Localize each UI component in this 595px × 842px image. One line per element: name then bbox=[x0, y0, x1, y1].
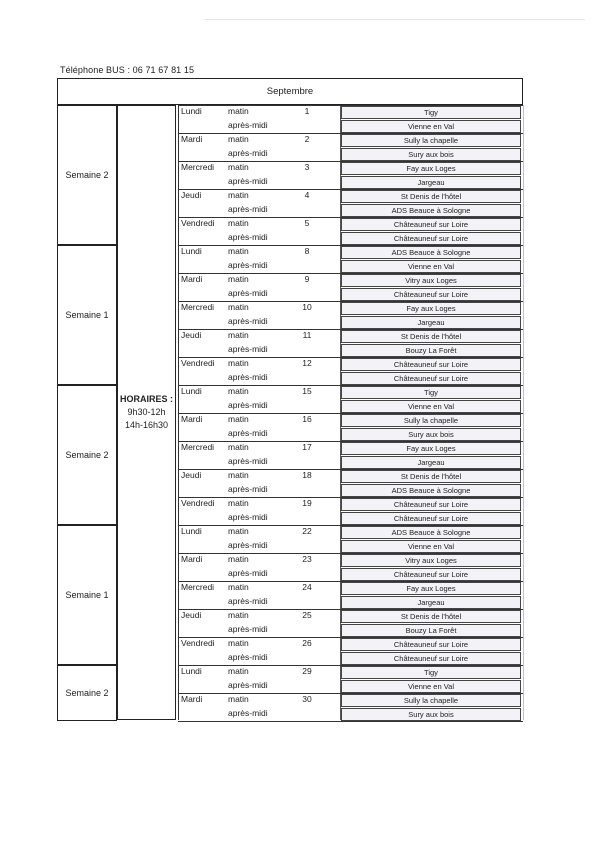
day-name: Mercredi bbox=[181, 302, 215, 312]
day-name: Mardi bbox=[181, 134, 203, 144]
slot-morning: matin bbox=[228, 526, 249, 536]
slot-morning: matin bbox=[228, 470, 249, 480]
day-name: Vendredi bbox=[181, 358, 215, 368]
day-name: Lundi bbox=[181, 526, 202, 536]
day-number: 19 bbox=[302, 498, 312, 508]
day-number: 17 bbox=[302, 442, 312, 452]
slot-morning: matin bbox=[228, 358, 249, 368]
slot-afternoon: après-midi bbox=[228, 400, 268, 410]
week-label: Semaine 2 bbox=[57, 385, 117, 525]
place-afternoon: Vienne en Val bbox=[341, 680, 521, 693]
day-number: 11 bbox=[302, 330, 312, 340]
slot-afternoon: après-midi bbox=[228, 568, 268, 578]
place-afternoon: Jargeau bbox=[341, 596, 521, 609]
day-name: Vendredi bbox=[181, 638, 215, 648]
week-label: Semaine 1 bbox=[57, 525, 117, 665]
slot-afternoon: après-midi bbox=[228, 204, 268, 214]
slot-afternoon: après-midi bbox=[228, 512, 268, 522]
place-afternoon: Sury aux bois bbox=[341, 708, 521, 721]
slot-morning: matin bbox=[228, 582, 249, 592]
place-morning: St Denis de l'hôtel bbox=[341, 190, 521, 203]
place-morning: Châteauneuf sur Loire bbox=[341, 358, 521, 371]
place-morning: Vitry aux Loges bbox=[341, 274, 521, 287]
place-morning: Fay aux Loges bbox=[341, 162, 521, 175]
slot-afternoon: après-midi bbox=[228, 428, 268, 438]
slot-morning: matin bbox=[228, 414, 249, 424]
place-morning: Tigy bbox=[341, 386, 521, 399]
top-rule bbox=[205, 19, 585, 20]
place-afternoon: ADS Beauce à Sologne bbox=[341, 484, 521, 497]
place-afternoon: Jargeau bbox=[341, 316, 521, 329]
day-number: 10 bbox=[302, 302, 312, 312]
place-afternoon: Sury aux bois bbox=[341, 148, 521, 161]
slot-afternoon: après-midi bbox=[228, 680, 268, 690]
place-afternoon: Bouzy La Forêt bbox=[341, 624, 521, 637]
day-name: Mercredi bbox=[181, 442, 215, 452]
bus-phone-number: Téléphone BUS : 06 71 67 81 15 bbox=[60, 65, 195, 75]
table-bottom-border bbox=[178, 721, 523, 722]
day-number: 24 bbox=[302, 582, 312, 592]
day-name: Jeudi bbox=[181, 610, 202, 620]
day-number: 26 bbox=[302, 638, 312, 648]
slot-morning: matin bbox=[228, 554, 249, 564]
place-morning: St Denis de l'hôtel bbox=[341, 610, 521, 623]
day-number: 9 bbox=[304, 274, 310, 284]
place-afternoon: Châteauneuf sur Loire bbox=[341, 512, 521, 525]
place-morning: Fay aux Loges bbox=[341, 302, 521, 315]
day-number: 18 bbox=[302, 470, 312, 480]
slot-afternoon: après-midi bbox=[228, 596, 268, 606]
slot-morning: matin bbox=[228, 218, 249, 228]
day-name: Lundi bbox=[181, 666, 202, 676]
slot-morning: matin bbox=[228, 694, 249, 704]
day-number: 8 bbox=[304, 246, 310, 256]
slot-afternoon: après-midi bbox=[228, 624, 268, 634]
week-label: Semaine 2 bbox=[57, 105, 117, 245]
day-number: 12 bbox=[302, 358, 312, 368]
right-border bbox=[523, 105, 524, 720]
slot-morning: matin bbox=[228, 134, 249, 144]
slot-afternoon: après-midi bbox=[228, 148, 268, 158]
place-afternoon: Jargeau bbox=[341, 456, 521, 469]
slot-afternoon: après-midi bbox=[228, 316, 268, 326]
day-name: Jeudi bbox=[181, 330, 202, 340]
place-afternoon: ADS Beauce à Sologne bbox=[341, 204, 521, 217]
slot-afternoon: après-midi bbox=[228, 344, 268, 354]
day-name: Mercredi bbox=[181, 582, 215, 592]
hours-afternoon: 14h-16h30 bbox=[124, 420, 169, 430]
place-morning: Sully la chapelle bbox=[341, 694, 521, 707]
slot-afternoon: après-midi bbox=[228, 120, 268, 130]
place-morning: Vitry aux Loges bbox=[341, 554, 521, 567]
slot-afternoon: après-midi bbox=[228, 456, 268, 466]
place-morning: Fay aux Loges bbox=[341, 442, 521, 455]
place-afternoon: Châteauneuf sur Loire bbox=[341, 568, 521, 581]
day-number: 16 bbox=[302, 414, 312, 424]
slot-afternoon: après-midi bbox=[228, 484, 268, 494]
place-afternoon: Jargeau bbox=[341, 176, 521, 189]
place-morning: Châteauneuf sur Loire bbox=[341, 638, 521, 651]
slot-afternoon: après-midi bbox=[228, 372, 268, 382]
place-morning: Sully la chapelle bbox=[341, 134, 521, 147]
day-name: Mardi bbox=[181, 274, 203, 284]
day-number: 30 bbox=[302, 694, 312, 704]
slot-afternoon: après-midi bbox=[228, 540, 268, 550]
place-afternoon: Vienne en Val bbox=[341, 400, 521, 413]
day-number: 2 bbox=[304, 134, 310, 144]
slot-morning: matin bbox=[228, 162, 249, 172]
slot-afternoon: après-midi bbox=[228, 260, 268, 270]
place-afternoon: Sury aux bois bbox=[341, 428, 521, 441]
place-afternoon: Vienne en Val bbox=[341, 260, 521, 273]
day-number: 23 bbox=[302, 554, 312, 564]
place-afternoon: Châteauneuf sur Loire bbox=[341, 288, 521, 301]
day-name: Lundi bbox=[181, 246, 202, 256]
schedule-table bbox=[57, 78, 523, 720]
place-morning: Châteauneuf sur Loire bbox=[341, 218, 521, 231]
slot-morning: matin bbox=[228, 274, 249, 284]
day-number: 22 bbox=[302, 526, 312, 536]
day-name: Vendredi bbox=[181, 218, 215, 228]
day-number: 5 bbox=[304, 218, 310, 228]
slot-morning: matin bbox=[228, 190, 249, 200]
slot-morning: matin bbox=[228, 106, 249, 116]
day-number: 29 bbox=[302, 666, 312, 676]
week-label: Semaine 1 bbox=[57, 245, 117, 385]
place-morning: Châteauneuf sur Loire bbox=[341, 498, 521, 511]
slot-morning: matin bbox=[228, 638, 249, 648]
slot-morning: matin bbox=[228, 666, 249, 676]
day-name: Jeudi bbox=[181, 190, 202, 200]
day-name: Mardi bbox=[181, 414, 203, 424]
place-afternoon: Châteauneuf sur Loire bbox=[341, 372, 521, 385]
day-name: Vendredi bbox=[181, 498, 215, 508]
day-name: Mardi bbox=[181, 694, 203, 704]
slot-morning: matin bbox=[228, 386, 249, 396]
hours-cell bbox=[117, 105, 176, 720]
place-morning: Tigy bbox=[341, 666, 521, 679]
slot-afternoon: après-midi bbox=[228, 708, 268, 718]
slot-afternoon: après-midi bbox=[228, 652, 268, 662]
day-name: Lundi bbox=[181, 106, 202, 116]
slot-afternoon: après-midi bbox=[228, 176, 268, 186]
day-name: Mercredi bbox=[181, 162, 215, 172]
place-morning: St Denis de l'hôtel bbox=[341, 470, 521, 483]
day-number: 1 bbox=[304, 106, 310, 116]
slot-morning: matin bbox=[228, 330, 249, 340]
day-number: 3 bbox=[304, 162, 310, 172]
day-name: Mardi bbox=[181, 554, 203, 564]
day-number: 15 bbox=[302, 386, 312, 396]
slot-afternoon: après-midi bbox=[228, 232, 268, 242]
day-number: 4 bbox=[304, 190, 310, 200]
day-name: Lundi bbox=[181, 386, 202, 396]
slot-morning: matin bbox=[228, 610, 249, 620]
day-name: Jeudi bbox=[181, 470, 202, 480]
slot-morning: matin bbox=[228, 246, 249, 256]
place-afternoon: Vienne en Val bbox=[341, 540, 521, 553]
day-number: 25 bbox=[302, 610, 312, 620]
slot-afternoon: après-midi bbox=[228, 288, 268, 298]
slot-morning: matin bbox=[228, 498, 249, 508]
place-morning: Fay aux Loges bbox=[341, 582, 521, 595]
month-header: Septembre bbox=[57, 78, 523, 105]
place-morning: Tigy bbox=[341, 106, 521, 119]
slot-morning: matin bbox=[228, 302, 249, 312]
place-morning: ADS Beauce à Sologne bbox=[341, 526, 521, 539]
place-afternoon: Bouzy La Forêt bbox=[341, 344, 521, 357]
place-morning: ADS Beauce à Sologne bbox=[341, 246, 521, 259]
week-label: Semaine 2 bbox=[57, 665, 117, 721]
place-afternoon: Châteauneuf sur Loire bbox=[341, 652, 521, 665]
place-morning: Sully la chapelle bbox=[341, 414, 521, 427]
place-afternoon: Vienne en Val bbox=[341, 120, 521, 133]
hours-morning: 9h30-12h bbox=[127, 407, 166, 417]
place-morning: St Denis de l'hôtel bbox=[341, 330, 521, 343]
hours-title: HORAIRES : bbox=[119, 394, 173, 404]
slot-morning: matin bbox=[228, 442, 249, 452]
place-afternoon: Châteauneuf sur Loire bbox=[341, 232, 521, 245]
